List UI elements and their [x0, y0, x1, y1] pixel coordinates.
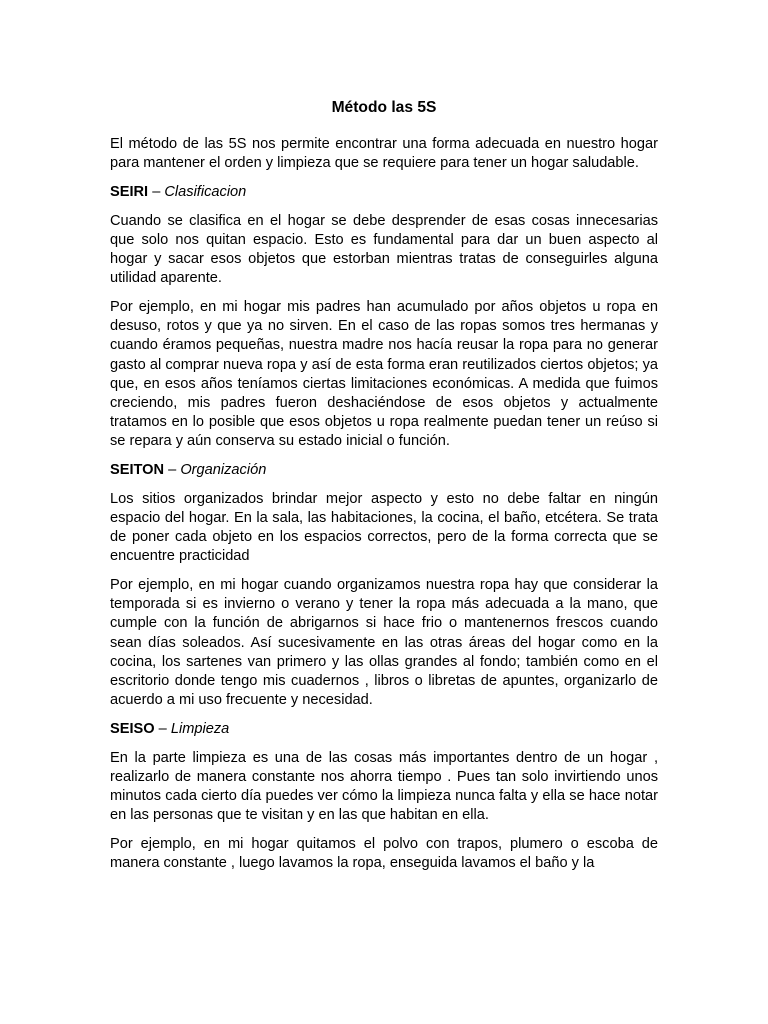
section-paragraph: Cuando se clasifica en el hogar se debe desprender de esas cosas innecesarias que solo nos quitan espacio. Esto es fundamental para dar un buen aspecto al hogar y sacar esos objetos que estorban mientras tratas de conseguirles alguna utilidad aparente. [110, 212, 658, 287]
document-title: Método las 5S [331, 99, 437, 116]
document-page [110, 98, 658, 883]
section-subtitle: Clasificacion [164, 183, 247, 200]
section-dash: – [158, 720, 167, 737]
intro-paragraph: El método de las 5S nos permite encontrar una forma adecuada en nuestro hogar para mantener el orden y limpieza que se requiere para tener un hogar saludable. [110, 136, 658, 172]
section-heading-seiri [110, 183, 658, 202]
section-term: SEISO [110, 720, 155, 737]
section-subtitle: Organización [180, 462, 267, 479]
section-term: SEITON [110, 462, 165, 479]
section-paragraph: Los sitios organizados brindar mejor aspecto y esto no debe faltar en ningún espacio del hogar. En la sala, las habitaciones, la cocina, el baño, etcétera. Se trata de poner cada objeto en los espacios correctos, pero de la forma correcta que se encuentre practicidad [110, 490, 658, 565]
section-paragraph: Por ejemplo, en mi hogar mis padres han acumulado por años objetos u ropa en desuso, rotos y que ya no sirven. En el caso de las ropas somos tres hermanas y cuando éramos pequeñas, nuestra madre nos hacía reusar la ropa para no generar gasto al comprar nueva ropa y así de esta forma eran reutilizados ciertos objetos; ya que, en esos años teníamos ciertas limitaciones económicas. A medida que fuimos creciendo, mis padres fueron deshaciéndose de esos objetos y actualmente tratamos en lo posible que esos objetos u ropa realmente puedan tener un reúso si se repara y aún conserva su estado inicial o función. [110, 298, 658, 450]
section-dash: – [168, 462, 177, 479]
section-paragraph: Por ejemplo, en mi hogar quitamos el polvo con trapos, plumero o escoba de manera constante , luego lavamos la ropa, enseguida lavamos el baño y la [110, 836, 658, 872]
section-heading-seiso [110, 720, 658, 739]
section-dash: – [152, 183, 161, 200]
section-paragraph: Por ejemplo, en mi hogar cuando organizamos nuestra ropa hay que considerar la temporada si es invierno o verano y tener la ropa más adecuada a la mano, que cumple con la función de abrigarnos si hace frio o mantenernos frescos cuando sean días soleados. Así sucesivamente en las otras áreas del hogar como en la cocina, los sartenes van primero y las ollas grandes al fondo; también como en el escritorio donde tengo mis cuadernos , libros o libretas de apuntes, organizarlo de acuerdo a mi uso frecuente y necesidad. [110, 577, 658, 709]
section-subtitle: Limpieza [170, 720, 230, 737]
section-term: SEIRI [110, 183, 149, 200]
section-paragraph: En la parte limpieza es una de las cosas más importantes dentro de un hogar , realizarlo de manera constante nos ahorra tiempo . Pues tan solo invirtiendo unos minutos cada cierto día puedes ver cómo la limpieza nunca falta y ella se hace notar en las personas que te visitan y en las que habitan en ella. [110, 749, 658, 824]
section-heading-seiton [110, 461, 658, 480]
